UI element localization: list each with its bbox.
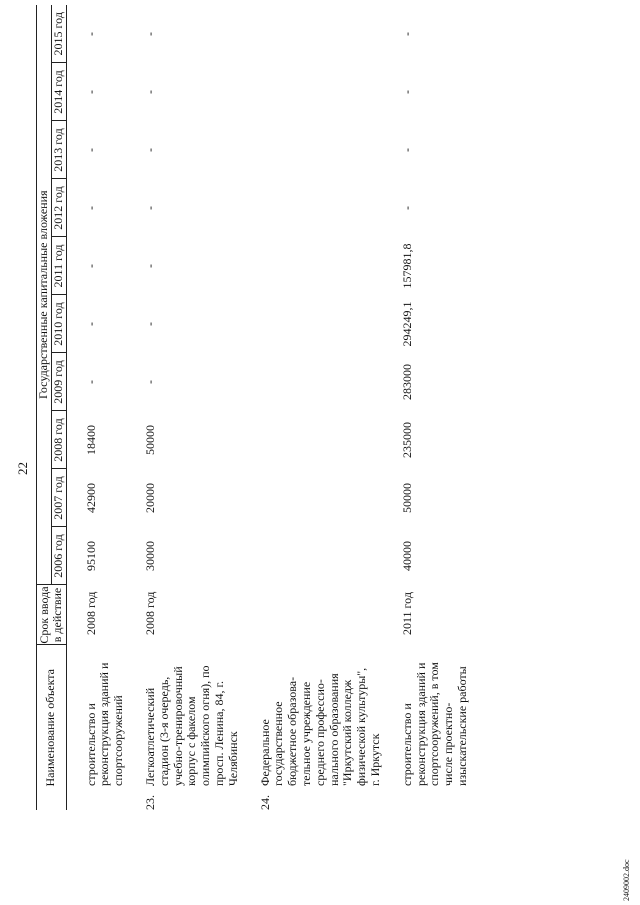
investment-value: - [83,322,98,326]
term-column-header: Срок ввода в действие [36,586,65,644]
investment-value: - [83,90,98,94]
capital-investments-table [36,5,470,810]
table-row [383,5,470,810]
investment-value: - [83,32,98,36]
investment-value: - [142,380,157,384]
object-name-cell [383,645,470,810]
commissioning-term: 2008 год [83,591,98,635]
investment-value [241,121,383,179]
object-name-cell [241,645,383,810]
investment-value [241,295,383,353]
investment-value: - [399,148,414,152]
year-header: 2012 год [51,179,66,237]
year-header: 2011 год [51,237,66,295]
investment-value: - [399,206,414,210]
year-header: 2014 год [51,63,66,121]
object-name: строительство и реконструкция зданий и спортсооружений, в том числе проектно-изыскательские работы [399,662,469,786]
investment-value: 283000 [399,364,414,400]
investment-value: - [399,90,414,94]
commissioning-term [241,585,383,645]
object-name: Легкоатлетический стадион (3-я очередь, учебно-тренировочный корпус с факелом олимпийского огня), по просп. Ленина, 84, г. Челябинск [142,665,240,786]
investment-value [241,527,383,585]
investment-value [241,469,383,527]
investment-value [241,237,383,295]
investment-value [241,5,383,63]
investment-value: - [142,148,157,152]
investment-value: 20000 [142,483,157,513]
investment-value: 50000 [142,425,157,455]
table-row [66,5,126,810]
year-header: 2007 год [51,469,66,527]
name-column-header: Наименование объекта [37,645,67,810]
investment-value: 157981,8 [399,243,414,289]
investment-value: 42900 [83,483,98,513]
investment-value: - [142,90,157,94]
row-number: 23. [142,795,157,810]
year-header: 2006 год [51,527,66,585]
investment-value: - [142,264,157,268]
object-name: строительство и реконструкция зданий и спортсооружений [83,662,126,786]
year-header: 2009 год [51,353,66,411]
year-header: 2008 год [51,411,66,469]
investment-value: - [83,148,98,152]
investment-value: 235000 [399,422,414,458]
object-name-cell [126,645,241,810]
investment-value: 40000 [399,541,414,571]
investment-value [241,63,383,121]
investment-value [241,353,383,411]
investment-value: 95100 [83,541,98,571]
row-number: 24. [257,795,272,810]
investments-group-header: Государственные капитальные вложения [37,5,52,585]
object-name-cell [66,645,126,810]
investment-value: - [83,206,98,210]
file-name-footer: 2409002.doc [622,859,631,901]
year-header: 2013 год [51,121,66,179]
investment-value: - [399,32,414,36]
investment-value [241,179,383,237]
year-header: 2015 год [51,5,66,63]
commissioning-term: 2008 год [142,591,157,635]
investment-value: 294249,1 [399,301,414,347]
year-header: 2010 год [51,295,66,353]
investment-value: 18400 [83,425,98,455]
table-row [241,5,383,810]
investment-value: - [142,206,157,210]
object-name: Федеральное государственное бюджетное образова-тельное учреждение среднего профессио-нального образования "Иркутский колледж физической культуры", г. Иркутск [257,667,382,786]
table-row [126,5,241,810]
commissioning-term: 2011 год [399,592,414,635]
investment-value [241,411,383,469]
investment-value: - [142,32,157,36]
investment-value: 30000 [142,541,157,571]
investment-value: - [83,264,98,268]
investment-value: - [142,322,157,326]
investment-value: - [83,380,98,384]
page-number: 22 [15,462,30,475]
investment-value: 50000 [399,483,414,513]
